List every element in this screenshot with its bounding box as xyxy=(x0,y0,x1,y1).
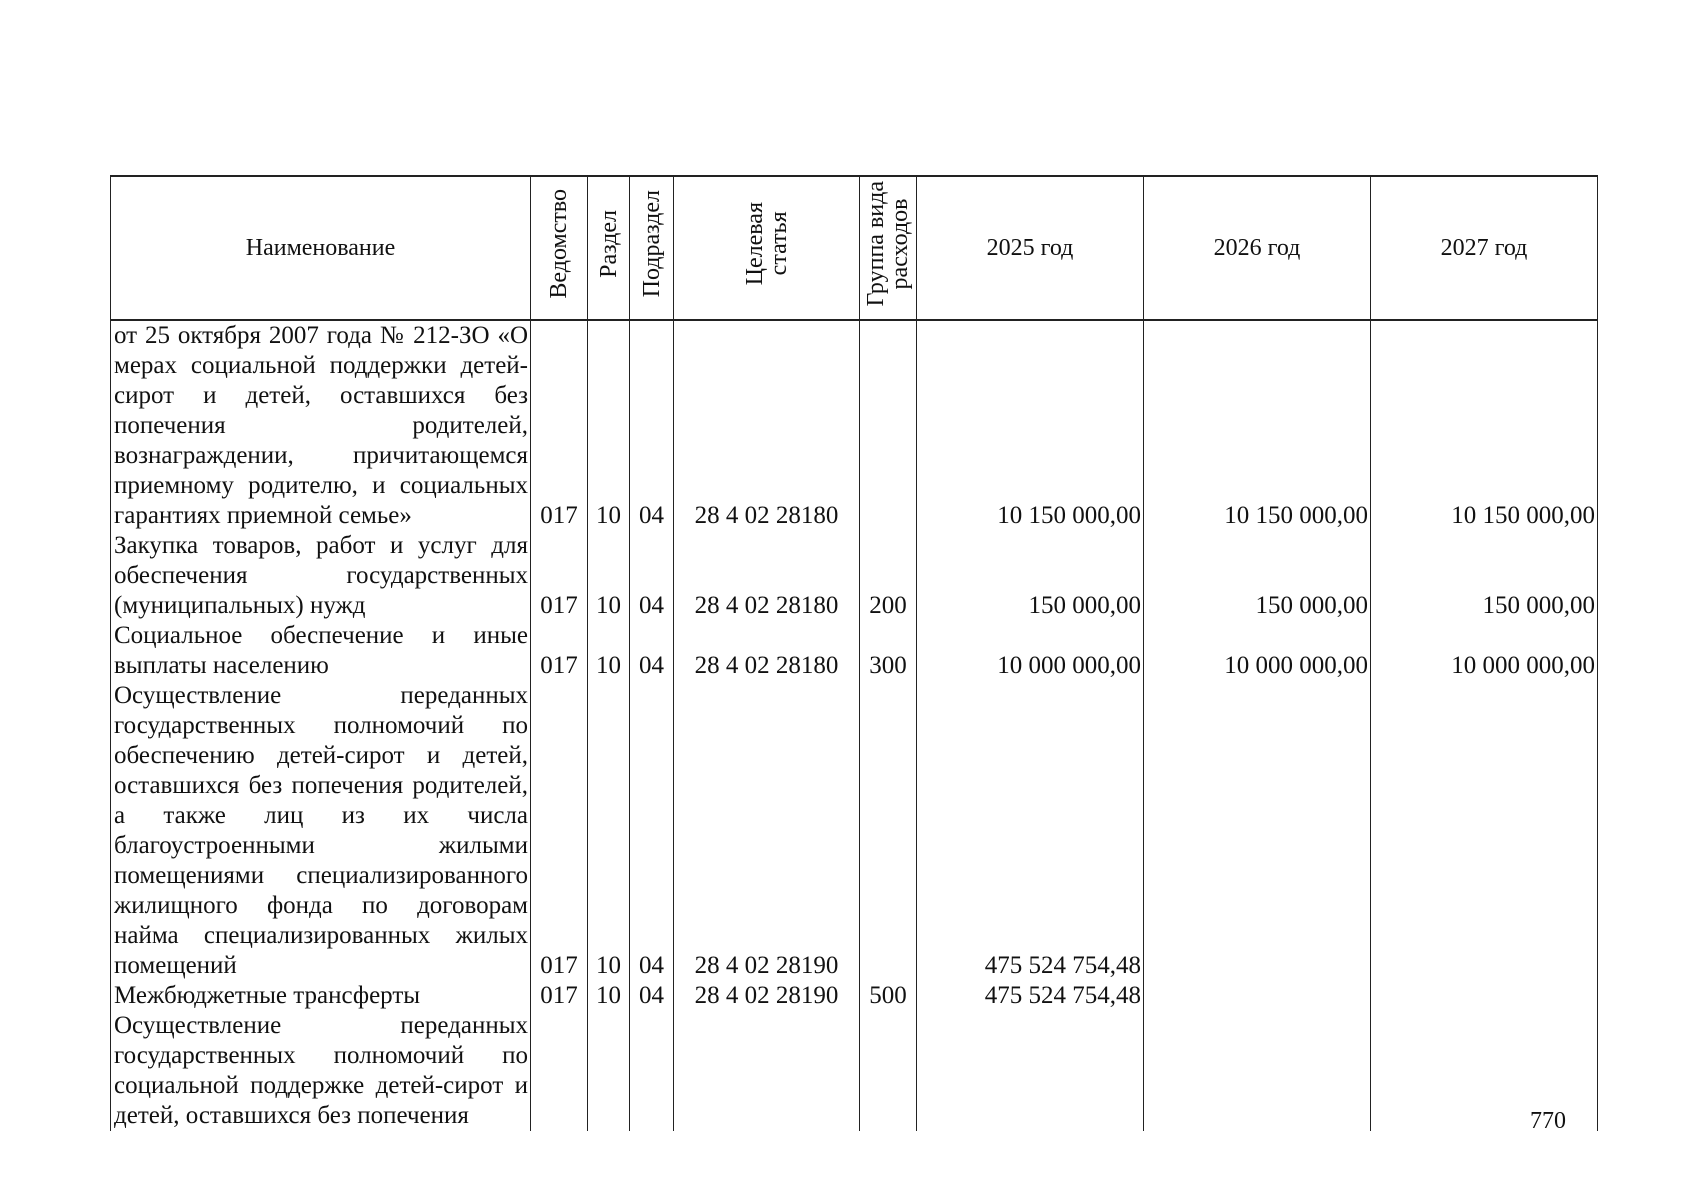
row-value-2026 xyxy=(1144,981,1371,1011)
row-value-2025: 475 524 754,48 xyxy=(917,681,1144,981)
row-section: 10 xyxy=(588,531,630,621)
row-department: 017 xyxy=(531,320,588,531)
budget-table xyxy=(110,175,1598,1131)
row-department xyxy=(531,1011,588,1131)
row-subsection: 04 xyxy=(630,681,674,981)
row-expense-group: 300 xyxy=(860,621,917,681)
row-section: 10 xyxy=(588,981,630,1011)
header-year-2026: 2026 год xyxy=(1144,176,1371,320)
row-value-2025 xyxy=(917,1011,1144,1131)
header-year-2027: 2027 год xyxy=(1371,176,1598,320)
row-subsection: 04 xyxy=(630,621,674,681)
row-value-2025: 150 000,00 xyxy=(917,531,1144,621)
row-subsection: 04 xyxy=(630,320,674,531)
row-target-item: 28 4 02 28180 xyxy=(674,320,860,531)
row-section xyxy=(588,1011,630,1131)
row-value-2025: 10 150 000,00 xyxy=(917,320,1144,531)
header-section: Раздел xyxy=(588,176,630,320)
row-department: 017 xyxy=(531,981,588,1011)
row-department: 017 xyxy=(531,531,588,621)
row-name: Осуществление переданных государственных полномочий по обеспечению детей-сирот и детей, оставшихся без попечения родителей, а также лиц из их числа благоустроенными жилыми помещениями специализированного жилищного фонда по договорам найма специализированных жилых помещений xyxy=(111,681,531,981)
header-target-item: Целевая статья xyxy=(674,176,860,320)
header-subsection: Подраздел xyxy=(630,176,674,320)
header-department: Ведомство xyxy=(531,176,588,320)
row-section: 10 xyxy=(588,320,630,531)
table-row xyxy=(111,981,1598,1011)
row-value-2027: 10 150 000,00 xyxy=(1371,320,1598,531)
row-target-item: 28 4 02 28190 xyxy=(674,681,860,981)
header-year-2025: 2025 год xyxy=(917,176,1144,320)
row-department: 017 xyxy=(531,621,588,681)
row-target-item: 28 4 02 28180 xyxy=(674,621,860,681)
row-expense-group: 200 xyxy=(860,531,917,621)
page-number: 770 xyxy=(1530,1108,1566,1134)
table-row xyxy=(111,320,1598,531)
row-value-2026: 10 000 000,00 xyxy=(1144,621,1371,681)
row-value-2026: 10 150 000,00 xyxy=(1144,320,1371,531)
row-name: от 25 октября 2007 года № 212-ЗО «О мерах социальной поддержки детей-сирот и детей, оставшихся без попечения родителей, вознаграждении, причитающемся приемному родителю, и социальных гарантиях приемной семье» xyxy=(111,320,531,531)
table-row xyxy=(111,681,1598,981)
row-subsection: 04 xyxy=(630,981,674,1011)
row-expense-group xyxy=(860,1011,917,1131)
table-row xyxy=(111,531,1598,621)
row-department: 017 xyxy=(531,681,588,981)
table-header-row xyxy=(111,176,1598,320)
row-value-2026 xyxy=(1144,1011,1371,1131)
header-expense-group: Группа вида расходов xyxy=(860,176,917,320)
row-value-2027 xyxy=(1371,681,1598,981)
table-row xyxy=(111,621,1598,681)
row-name: Закупка товаров, работ и услуг для обеспечения государственных (муниципальных) нужд xyxy=(111,531,531,621)
row-value-2025: 475 524 754,48 xyxy=(917,981,1144,1011)
row-value-2027: 150 000,00 xyxy=(1371,531,1598,621)
row-subsection xyxy=(630,1011,674,1131)
row-section: 10 xyxy=(588,681,630,981)
row-expense-group: 500 xyxy=(860,981,917,1011)
row-section: 10 xyxy=(588,621,630,681)
row-expense-group xyxy=(860,681,917,981)
header-name: Наименование xyxy=(111,176,531,320)
row-value-2026 xyxy=(1144,681,1371,981)
row-expense-group xyxy=(860,320,917,531)
row-target-item xyxy=(674,1011,860,1131)
row-target-item: 28 4 02 28180 xyxy=(674,531,860,621)
row-name: Осуществление переданных государственных полномочий по социальной поддержке детей-сирот и детей, оставшихся без попечения xyxy=(111,1011,531,1131)
row-value-2027: 10 000 000,00 xyxy=(1371,621,1598,681)
row-name: Социальное обеспечение и иные выплаты населению xyxy=(111,621,531,681)
row-subsection: 04 xyxy=(630,531,674,621)
row-name: Межбюджетные трансферты xyxy=(111,981,531,1011)
row-value-2026: 150 000,00 xyxy=(1144,531,1371,621)
row-target-item: 28 4 02 28190 xyxy=(674,981,860,1011)
table-row xyxy=(111,1011,1598,1131)
row-value-2025: 10 000 000,00 xyxy=(917,621,1144,681)
row-value-2027 xyxy=(1371,981,1598,1011)
